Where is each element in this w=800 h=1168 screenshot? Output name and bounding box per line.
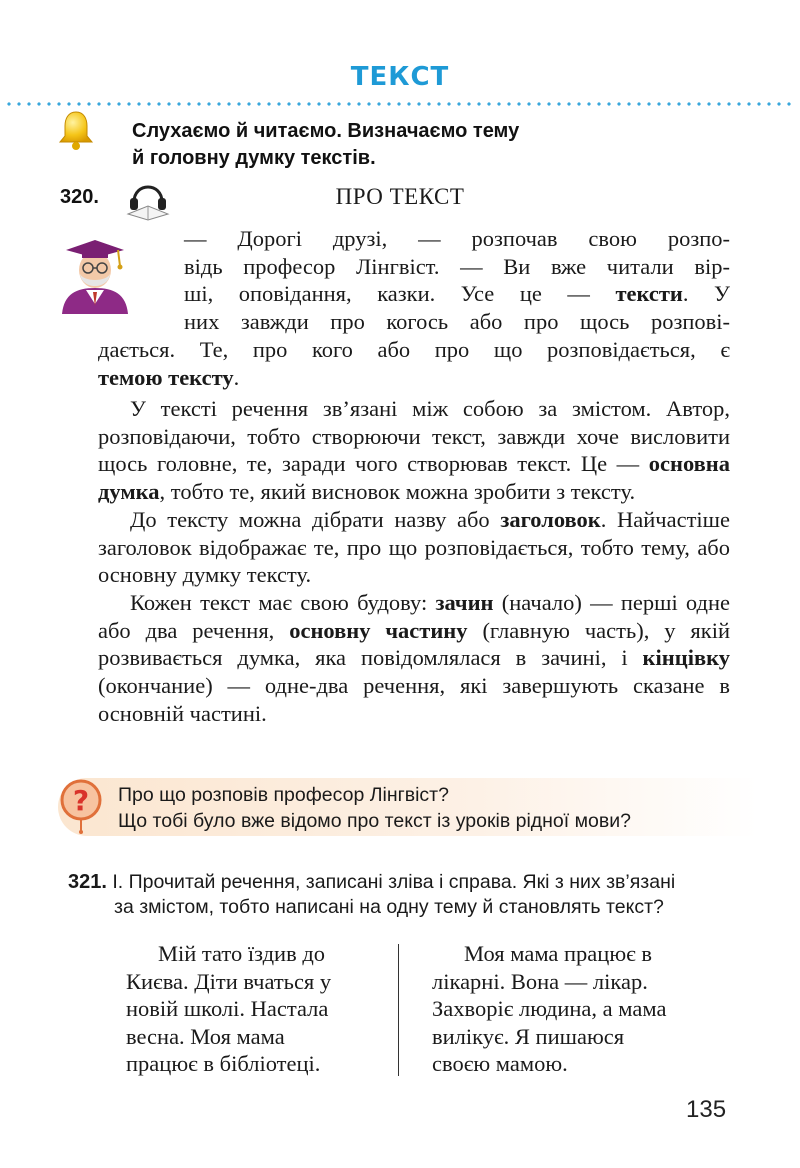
text-span: , тобто те, який висновок можна зробити з тексту.: [159, 479, 636, 505]
paragraph-1: [98, 225, 730, 391]
paragraph-3: [98, 506, 730, 589]
story-body: [98, 395, 730, 727]
column-line: Мій тато їздив до: [158, 941, 326, 966]
term-bold: основна думка: [98, 451, 731, 505]
bell-icon: [54, 108, 98, 152]
intro-line: Слухаємо й читаємо. Визначаємо тему: [132, 120, 520, 142]
term-bold: тексти: [615, 281, 683, 307]
left-column-sentences: [126, 940, 386, 1078]
exercise-321-instruction: [68, 870, 748, 920]
paragraph-line: відь професор Лінгвіст. — Ви вже читали вір-: [184, 253, 730, 279]
column-line: вилікує. Я пишаюся: [432, 1023, 625, 1049]
term-bold: темою тексту: [98, 364, 234, 390]
question-icon: [58, 778, 104, 834]
paragraph-line: [98, 280, 730, 308]
column-line: весна. Моя мама: [126, 1023, 285, 1049]
column-line: працює в бібліотеці.: [126, 1051, 321, 1076]
column-line: Захворіє людина, а мама: [432, 996, 667, 1021]
text-span: (начало) — перші одне або два речення,: [98, 589, 731, 643]
column-line: Києва. Діти вчаться у: [126, 968, 332, 994]
paragraph-line: — Дорогі друзі, — розпочав свою розпо-: [184, 226, 730, 251]
exercise-number: 320.: [60, 186, 99, 208]
question-line: Що тобі було вже відомо про текст із уроків рідної мови?: [118, 810, 631, 832]
right-column-sentences: [432, 940, 722, 1078]
term-bold: кінцівку: [642, 645, 730, 671]
term-bold: зачин: [435, 589, 494, 615]
intro-instruction: [132, 118, 692, 172]
svg-text:?: ?: [72, 784, 90, 817]
text-span: Кожен текст має свою будову:: [130, 589, 428, 615]
questions-text: [118, 782, 758, 834]
text-span: ші, оповідання, казки. Усе це —: [184, 281, 590, 307]
intro-line: й головну думку текстів.: [132, 147, 376, 169]
paragraph-2: [98, 395, 730, 506]
paragraph-line: [98, 364, 730, 392]
column-divider: [398, 944, 399, 1076]
dotted-divider: [4, 102, 796, 106]
column-line: Моя мама працює в: [464, 941, 653, 966]
term-bold: основну частину: [289, 617, 468, 643]
story-title: ПРО ТЕКСТ: [335, 184, 465, 209]
text-span: До тексту можна дібрати назву або: [130, 506, 490, 532]
paragraph-line: дається. Те, про кого або про що розповідається, є: [98, 336, 730, 362]
text-span: . У: [682, 281, 730, 307]
column-line: своєю мамою.: [432, 1051, 568, 1076]
text-span: .: [233, 364, 240, 390]
column-line: новій школі. Настала: [126, 996, 329, 1021]
text-span: (главную часть), у якій розвивається думка, яка повідомлялася в зачині, і: [98, 617, 730, 671]
headphones-book-icon: [122, 176, 174, 222]
paragraph-line: них завжди про когось або про щось розпові-: [184, 309, 730, 335]
instruction-line: за змістом, тобто написані на одну тему й становлять текст?: [114, 896, 664, 918]
question-line: Про що розповів професор Лінгвіст?: [118, 784, 449, 806]
text-span: У тексті речення зв’язані між собою за змістом. Автор, розповідаючи, тобто створюючи текст, завжди хоче висловити щось головне, те, заради чого створював текст. Це —: [98, 396, 730, 477]
paragraph-4: [98, 589, 730, 728]
column-line: лікарні. Вона — лікар.: [432, 968, 648, 994]
section-title: ТЕКСТ: [350, 62, 450, 92]
text-span: . Найчастіше заголовок відображає те, про що розповідається, тобто тему, або основну думку тексту.: [98, 506, 730, 588]
text-span: (окончание) — одне-два речення, які завершують сказане в основній частині.: [98, 673, 730, 726]
page-number: 135: [686, 1096, 727, 1123]
exercise-number: 321.: [68, 871, 107, 893]
instruction-line: І. Прочитай речення, записані зліва і справа. Які з них зв’язані: [112, 871, 676, 893]
term-bold: заголовок: [500, 506, 601, 532]
